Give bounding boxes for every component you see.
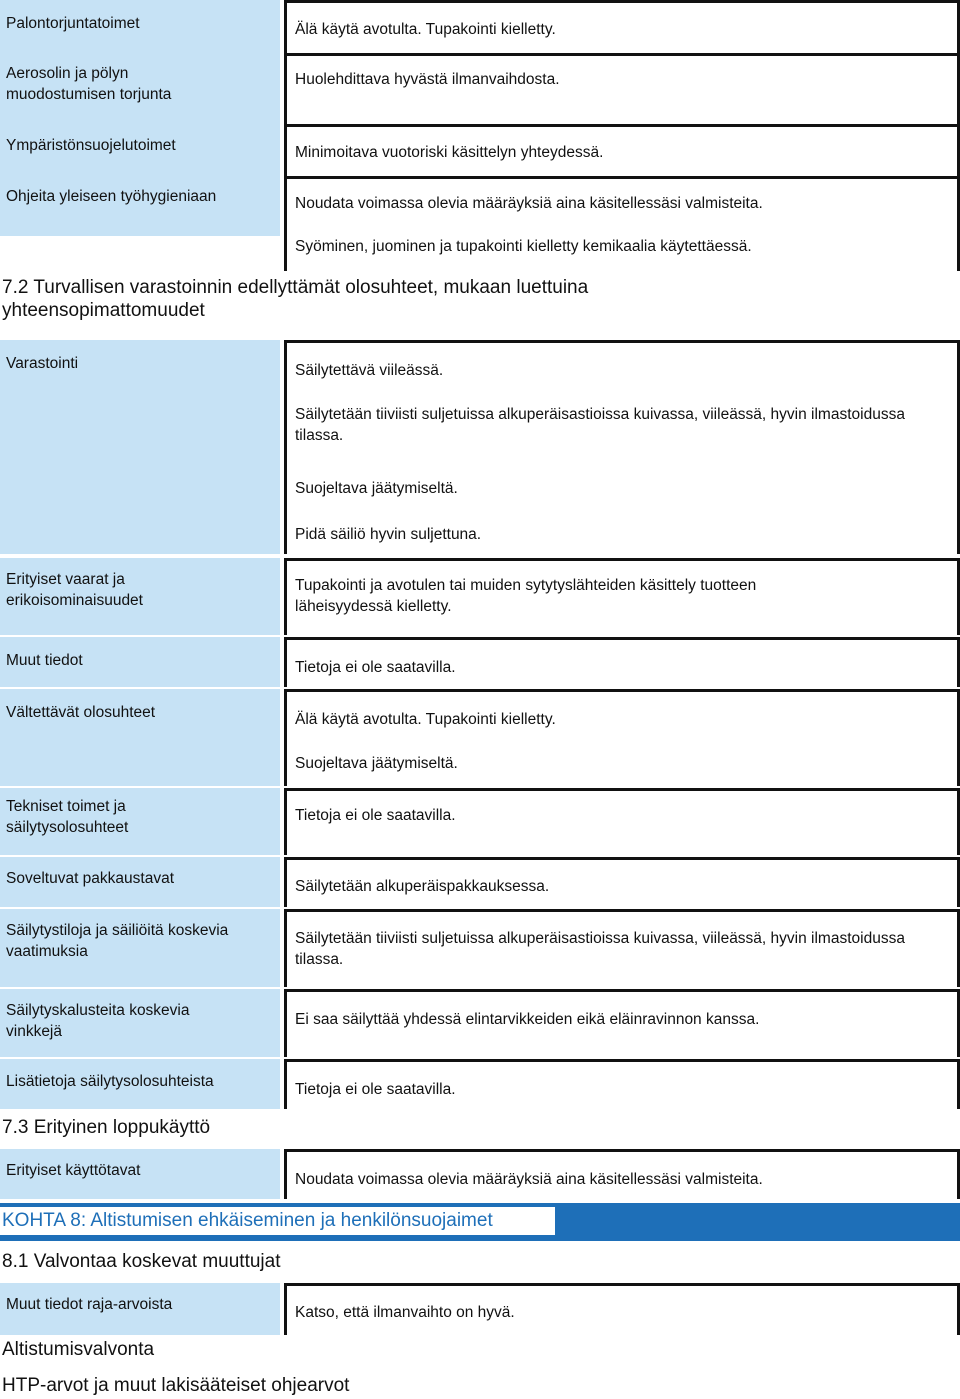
value-text: Pidä säiliö hyvin suljettuna.: [295, 526, 482, 543]
table-row: [0, 1283, 960, 1335]
row-label: Ohjeita yleiseen työhygieniaan: [0, 176, 280, 236]
row-label: Erityiset käyttötavat: [0, 1149, 280, 1199]
value-text: Älä käytä avotulta. Tupakointi kielletty.: [295, 21, 556, 38]
row-label: Ympäristönsuojelutoimet: [0, 124, 280, 176]
value-text: Tietoja ei ole saatavilla.: [295, 1081, 456, 1098]
row-label: Säilytystiloja ja säiliöitä koskevia vaatimuksia: [0, 909, 280, 987]
value-text: Tietoja ei ole saatavilla.: [295, 659, 456, 676]
row-label: Lisätietoja säilytysolosuhteista: [0, 1059, 280, 1109]
value-text: Tietoja ei ole saatavilla.: [295, 807, 456, 824]
table-row: [0, 0, 960, 53]
section-bar-kohta-8: [0, 1203, 960, 1241]
row-label: Tekniset toimet ja säilytysolosuhteet: [6, 798, 129, 836]
row-value: [284, 857, 960, 907]
section-heading-8-1: 8.1 Valvontaa koskevat muuttujat: [2, 1251, 281, 1272]
section-heading-7-3: 7.3 Erityinen loppukäyttö: [2, 1117, 211, 1138]
table-row: [0, 788, 960, 855]
row-value: [284, 689, 960, 786]
row-label: Aerosolin ja pölyn muodostumisen torjunta: [0, 53, 200, 124]
row-value: [284, 909, 960, 987]
value-text: Tupakointi ja avotulen tai muiden sytytyslähteiden käsittely tuotteen läheisyydessä kielletty.: [295, 577, 757, 615]
row-value: [284, 1059, 960, 1109]
row-value: [284, 1149, 960, 1199]
table-row: [0, 857, 960, 907]
table-row: [0, 989, 960, 1057]
value-text: Huolehdittava hyvästä ilmanvaihdosta.: [295, 71, 560, 88]
value-text: Noudata voimassa olevia määräyksiä aina käsitellessäsi valmisteita.: [295, 195, 763, 212]
row-value: [284, 340, 960, 554]
row-label: Erityiset vaarat ja erikoisominaisuudet: [6, 571, 143, 609]
value-text: Ei saa säilyttää yhdessä elintarvikkeiden eikä eläinravinnon kanssa.: [295, 1011, 760, 1028]
table-row: [0, 176, 960, 271]
value-text: Suojeltava jäätymiseltä.: [295, 755, 458, 772]
htp-heading: HTP-arvot ja muut lakisääteiset ohjearvot: [2, 1375, 350, 1396]
table-row: [0, 124, 960, 176]
altistumisvalvonta-heading: Altistumisvalvonta: [2, 1339, 155, 1360]
table-row: [0, 1149, 960, 1199]
row-label: Soveltuvat pakkaustavat: [0, 857, 280, 907]
row-label: Muut tiedot raja-arvoista: [0, 1283, 280, 1335]
table-row: [0, 909, 960, 987]
value-text: Syöminen, juominen ja tupakointi kielletty kemikaalia käytettäessä.: [295, 238, 752, 255]
table-row: [0, 53, 960, 124]
row-value: [284, 1283, 960, 1335]
row-value: [284, 637, 960, 687]
value-text: Säilytettävä viileässä.: [295, 362, 444, 379]
row-value: [284, 788, 960, 855]
table-row: [0, 340, 960, 554]
row-value: [284, 558, 960, 635]
table-row: [0, 637, 960, 687]
row-label: Varastointi: [0, 340, 280, 554]
section-heading-7-2: 7.2 Turvallisen varastoinnin edellyttämät olosuhteet, mukaan luettuina yhteensopimattomuudet: [2, 277, 589, 321]
row-label: Vältettävät olosuhteet: [0, 689, 280, 786]
value-text: Älä käytä avotulta. Tupakointi kielletty.: [295, 711, 556, 728]
row-label: Säilytyskalusteita koskevia vinkkejä: [6, 1002, 190, 1040]
value-text: Katso, että ilmanvaihto on hyvä.: [295, 1304, 515, 1321]
value-text: Suojeltava jäätymiseltä.: [295, 480, 458, 497]
row-value: [284, 0, 960, 53]
row-label: Muut tiedot: [0, 637, 280, 687]
table-row: [0, 1059, 960, 1109]
row-value: [284, 124, 960, 176]
value-text: Säilytetään alkuperäispakkauksessa.: [295, 878, 550, 895]
table-row: [0, 558, 960, 635]
value-text: Säilytetään tiiviisti suljetuissa alkuperäisastioissa kuivassa, viileässä, hyvin ilmastoidussa tilassa.: [295, 406, 905, 444]
value-text: Minimoitava vuotoriski käsittelyn yhteydessä.: [295, 144, 604, 161]
value-text: Noudata voimassa olevia määräyksiä aina käsitellessäsi valmisteita.: [295, 1171, 763, 1188]
value-text: Säilytetään tiiviisti suljetuissa alkuperäisastioissa kuivassa, viileässä, hyvin ilmastoidussa tilassa.: [295, 930, 905, 968]
table-row: [0, 689, 960, 786]
row-value: [284, 989, 960, 1057]
row-value: [284, 176, 960, 271]
row-value: [284, 53, 960, 124]
row-label: Palontorjuntatoimet: [0, 0, 280, 53]
section-title-kohta-8: KOHTA 8: Altistumisen ehkäiseminen ja henkilönsuojaimet: [0, 1207, 555, 1235]
